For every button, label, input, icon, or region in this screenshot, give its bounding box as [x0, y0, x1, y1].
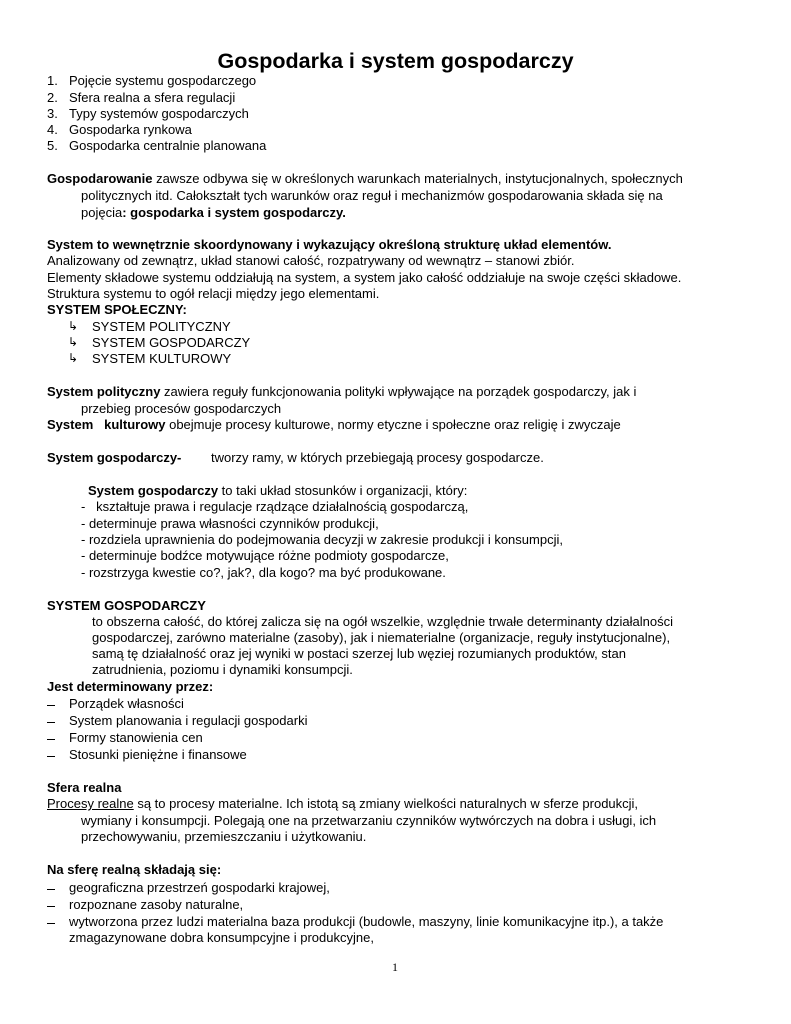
- section-heading: System to wewnętrznie skoordynowany i wykazujący określoną strukturę układ elementów.: [47, 237, 612, 252]
- page-title: Gospodarka i system gospodarczy: [217, 49, 574, 73]
- term: System kulturowy: [47, 417, 166, 432]
- section-heading: Na sferę realną składają się:: [47, 862, 222, 877]
- paragraph-line: [81, 205, 346, 221]
- dash-bullet-icon: [47, 731, 55, 747]
- list-item: SYSTEM GOSPODARCZY: [92, 335, 251, 350]
- paragraph-line: [88, 483, 467, 499]
- toc-num: 2.: [47, 90, 58, 105]
- paragraph-line: Struktura systemu to ogół relacji między jego elementami.: [47, 286, 380, 301]
- toc-item: Typy systemów gospodarczych: [69, 106, 249, 121]
- text: pojęcia: [81, 205, 123, 220]
- list-item: - rozstrzyga kwestie co?, jak?, dla kogo? ma być produkowane.: [81, 565, 446, 580]
- paragraph-line: to obszerna całość, do której zalicza się na ogół wszelkie, względnie trwałe determinanty działalności: [92, 614, 673, 629]
- paragraph-line: wymiany i konsumpcji. Polegają one na przetwarzaniu czynników wytwórczych na dobra i usługi, ich: [81, 813, 657, 828]
- text: zawiera reguły funkcjonowania polityki wpływające na porządek gospodarczy, jak i: [160, 384, 637, 399]
- paragraph-line: przechowywaniu, przemieszczaniu i użytkowaniu.: [81, 829, 367, 844]
- term: System gospodarczy: [88, 483, 219, 498]
- list-item: Stosunki pieniężne i finansowe: [69, 747, 247, 762]
- text: są to procesy materialne. Ich istotą są zmiany wielkości naturalnych w sferze produkcji,: [133, 796, 639, 811]
- toc-num: 4.: [47, 122, 58, 137]
- toc-item: Sfera realna a sfera regulacji: [69, 90, 236, 105]
- paragraph-line: [47, 796, 638, 812]
- toc-num: 3.: [47, 106, 58, 121]
- section-heading: Sfera realna: [47, 780, 122, 795]
- system-kulturowy-paragraph: [47, 417, 621, 433]
- toc-num: 5.: [47, 138, 58, 153]
- paragraph-line: zatrudnienia, poziomu i dynamiki konsumpcji.: [92, 662, 353, 677]
- term: : gospodarka i system gospodarczy.: [122, 205, 346, 220]
- list-item: System planowania i regulacji gospodarki: [69, 713, 308, 728]
- arrow-bullet-icon: ↳: [68, 351, 79, 365]
- list-item: SYSTEM POLITYCZNY: [92, 319, 231, 334]
- list-item: - kształtuje prawa i regulacje rządzące działalnością gospodarczą,: [81, 499, 469, 514]
- dash-bullet-icon: [47, 748, 55, 764]
- list-item: - determinuje prawa własności czynników produkcji,: [81, 516, 379, 531]
- section-heading: SYSTEM SPOŁECZNY:: [47, 302, 187, 317]
- section-heading: SYSTEM GOSPODARCZY: [47, 598, 206, 613]
- dash-bullet-icon: [47, 714, 55, 730]
- list-item: SYSTEM KULTUROWY: [92, 351, 232, 366]
- paragraph-line: gospodarczej, zarówno materialne (zasoby), jak i niematerialne (organizacje, reguły instytucjonalne),: [92, 630, 671, 645]
- text: zawsze odbywa się w określonych warunkach materialnych, instytucjonalnych, społecznych: [152, 171, 683, 186]
- list-item: geograficzna przestrzeń gospodarki krajowej,: [69, 880, 330, 895]
- list-item: rozpoznane zasoby naturalne,: [69, 897, 244, 912]
- text: obejmuje procesy kulturowe, normy etyczne i społeczne oraz religię i zwyczaje: [165, 417, 621, 432]
- paragraph-line: Elementy składowe systemu oddziałują na system, a system jako całość oddziałuje na swoje części składowe.: [47, 270, 682, 285]
- paragraph-line: przebieg procesów gospodarczych: [81, 401, 282, 416]
- paragraph-line: [47, 171, 683, 187]
- toc-item: Gospodarka rynkowa: [69, 122, 192, 137]
- dash-bullet-icon: [47, 881, 55, 897]
- dash-bullet-icon: [47, 697, 55, 713]
- text: to taki układ stosunków i organizacji, który:: [218, 483, 468, 498]
- list-item: Porządek własności: [69, 696, 184, 711]
- list-item: wytworzona przez ludzi materialna baza produkcji (budowle, maszyny, linie komunikacyjne itp.), a także: [69, 914, 664, 929]
- dash-bullet-icon: [47, 915, 55, 931]
- toc-num: 1.: [47, 73, 58, 88]
- toc-item: Gospodarka centralnie planowana: [69, 138, 267, 153]
- toc-item: Pojęcie systemu gospodarczego: [69, 73, 257, 88]
- arrow-bullet-icon: ↳: [68, 319, 79, 333]
- list-item: Formy stanowienia cen: [69, 730, 203, 745]
- section-heading: Jest determinowany przez:: [47, 679, 214, 694]
- term: Procesy realne: [47, 796, 134, 811]
- list-item: - rozdziela uprawnienia do podejmowania decyzji w zakresie produkcji i konsumpcji,: [81, 532, 563, 547]
- list-item: - determinuje bodźce motywujące różne podmioty gospodarcze,: [81, 548, 449, 563]
- paragraph-line: [47, 384, 636, 400]
- term: Gospodarowanie: [47, 171, 153, 186]
- dash-bullet-icon: [47, 898, 55, 914]
- term: System polityczny: [47, 384, 161, 399]
- page-number: 1: [392, 960, 398, 974]
- paragraph-line: Analizowany od zewnątrz, układ stanowi całość, rozpatrywany od wewnątrz – stanowi zbiór.: [47, 253, 575, 268]
- arrow-bullet-icon: ↳: [68, 335, 79, 349]
- paragraph-line: politycznych itd. Całokształt tych warunków oraz reguł i mechanizmów gospodarowania składa się na: [81, 188, 663, 203]
- text: tworzy ramy, w których przebiegają procesy gospodarcze.: [211, 450, 544, 465]
- list-item-continuation: zmagazynowane dobra konsumpcyjne i produkcyjne,: [69, 930, 374, 945]
- paragraph-line: samą tę działalność oraz jej wyniki w postaci szerzej lub węziej rozumianych produktów, stan: [92, 646, 626, 661]
- term: System gospodarczy-: [47, 450, 182, 465]
